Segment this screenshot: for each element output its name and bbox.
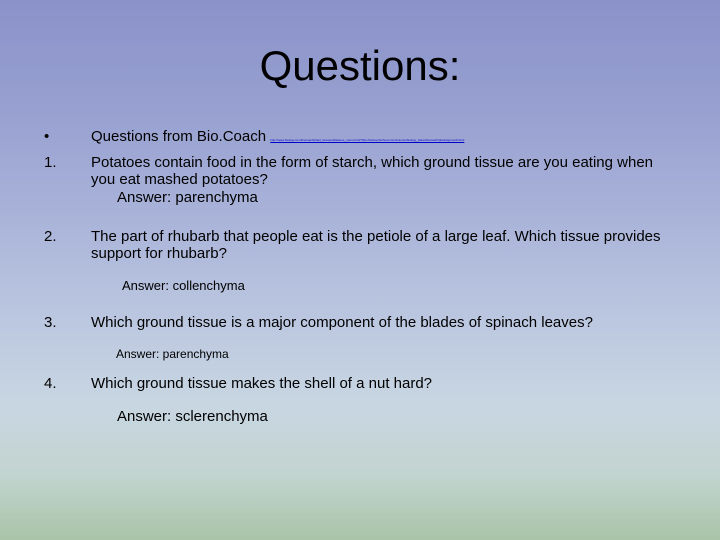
bullet-marker: • <box>44 128 50 145</box>
question-text: Which ground tissue is a major component of the blades of spinach leaves? <box>91 314 593 331</box>
question-number: 4. <box>44 375 57 392</box>
biocoach-link[interactable]: http://www.biology.com/biocoach/plant_tissues/pltissues_menu.html?http://www.phschool.com/science/biology_place/biocoach/plants/groundt.html <box>270 138 465 142</box>
slide-title: Questions: <box>259 42 461 89</box>
question-text: Which ground tissue makes the shell of a nut hard? <box>91 375 433 392</box>
intro-text: Questions from Bio.Coach <box>91 128 267 145</box>
answer-1: Answer: parenchyma <box>117 189 258 206</box>
question-text: The part of rhubarb that people eat is the petiole of a large leaf. Which tissue provides support for rhubarb? <box>91 228 661 262</box>
answer-4: Answer: sclerenchyma <box>117 408 268 425</box>
question-number: 1. <box>44 154 57 171</box>
question-number: 3. <box>44 314 57 331</box>
answer-2: Answer: collenchyma <box>122 278 245 293</box>
question-number: 2. <box>44 228 57 245</box>
intro-text-line <box>91 128 671 149</box>
question-text: Potatoes contain food in the form of starch, which ground tissue are you eating when you eat mashed potatoes? <box>91 154 654 188</box>
answer-3: Answer: parenchyma <box>116 347 229 361</box>
